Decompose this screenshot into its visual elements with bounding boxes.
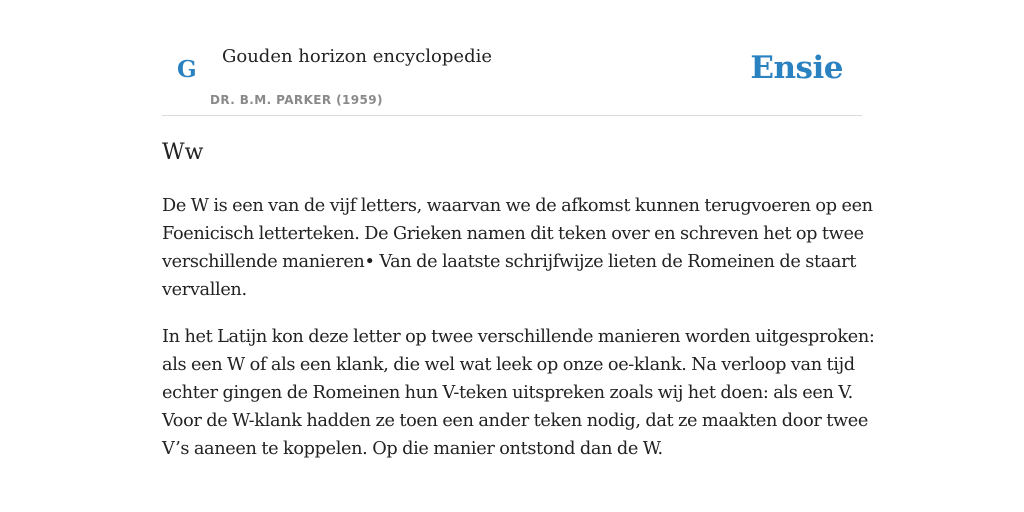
ensie-brand-link[interactable]: Ensie xyxy=(750,50,843,86)
paragraph-line: vervallen. xyxy=(162,280,247,300)
entry-paragraph-1 xyxy=(162,192,873,304)
paragraph-line: echter gingen de Romeinen hun V-teken uitspreken zoals wij het doen: als een V. xyxy=(162,383,853,403)
paragraph-line: De W is een van de vijf letters, waarvan we de afkomst kunnen terugvoeren op een xyxy=(162,196,873,216)
book-title-link[interactable]: Gouden horizon encyclopedie xyxy=(222,46,492,67)
paragraph-line: Foenicisch letterteken. De Grieken namen dit teken over en schreven het op twee xyxy=(162,224,864,244)
entry-paragraph-2 xyxy=(162,323,875,463)
paragraph-line: In het Latijn kon deze letter op twee verschillende manieren worden uitgesproken: xyxy=(162,327,875,347)
source-header xyxy=(162,40,862,116)
book-logo[interactable]: G xyxy=(177,56,197,83)
entry-title: Ww xyxy=(162,140,204,165)
paragraph-line: als een W of als een klank, die wel wat leek op onze oe-klank. Na verloop van tijd xyxy=(162,355,855,375)
paragraph-line: verschillende manieren• Van de laatste schrijfwijze lieten de Romeinen de staart xyxy=(162,252,856,272)
author-label: DR. B.M. PARKER (1959) xyxy=(210,93,383,107)
paragraph-line: Voor de W-klank hadden ze toen een ander teken nodig, dat ze maakten door twee xyxy=(162,411,869,431)
paragraph-line: V’s aaneen te koppelen. Op die manier ontstond dan de W. xyxy=(162,439,663,459)
